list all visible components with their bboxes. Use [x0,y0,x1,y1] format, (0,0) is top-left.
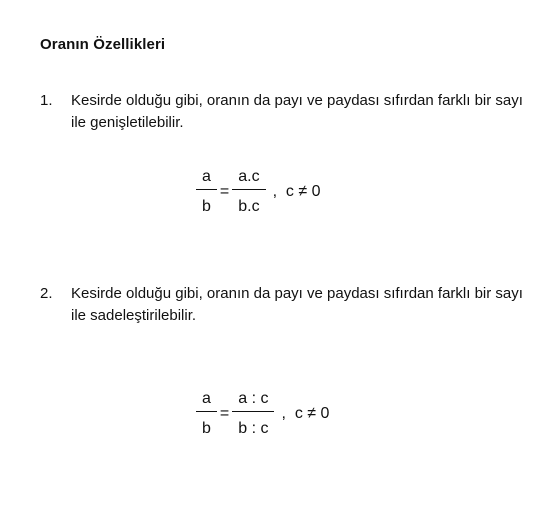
item-number: 2. [40,285,53,302]
fraction-numerator: a.c [232,168,265,190]
fraction-denominator: b : c [238,420,269,437]
equals-sign: = [219,183,230,200]
fraction-lhs [196,390,217,438]
fraction-denominator: b.c [238,198,260,215]
page-title: Oranın Özellikleri [40,36,166,53]
formula-condition: , c ≠ 0 [272,183,321,200]
item-text: Kesirde olduğu gibi, oranın da payı ve paydası sıfırdan farklı bir sayı ile sadeleştirilebilir. [71,285,523,324]
list-item-1 [40,90,530,134]
item-text: Kesirde olduğu gibi, oranın da payı ve paydası sıfırdan farklı bir sayı ile genişletilebilir. [71,92,523,131]
fraction-numerator: a [196,390,217,412]
fraction-rhs [232,168,265,216]
item-number: 1. [40,92,53,109]
formula-simplify [196,390,329,438]
fraction-denominator: b [202,198,211,215]
fraction-numerator: a : c [232,390,274,412]
fraction-lhs [196,168,217,216]
fraction-denominator: b [202,420,211,437]
formula-condition: , c ≠ 0 [281,405,330,422]
equals-sign: = [219,405,230,422]
fraction-rhs [232,390,274,438]
formula-expand [196,168,321,216]
list-item-2 [40,283,530,327]
fraction-numerator: a [196,168,217,190]
